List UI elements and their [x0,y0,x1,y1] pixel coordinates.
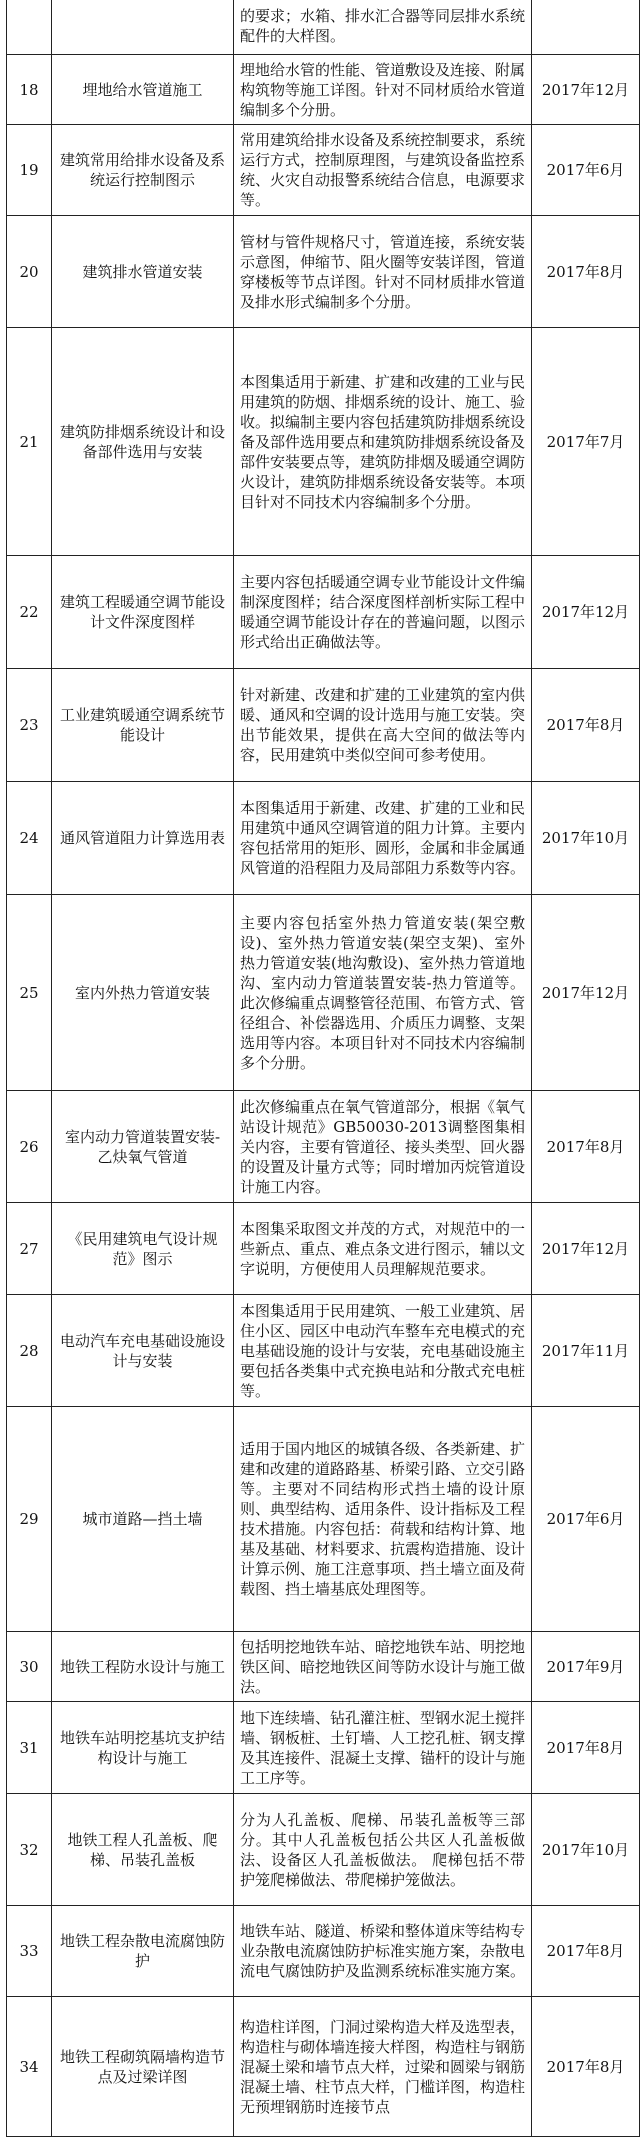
row-title: 通风管道阻力计算选用表 [52,782,234,895]
row-title: 工业建筑暖通空调系统节能设计 [52,669,234,782]
row-number [7,0,52,55]
table-row [7,55,640,125]
table-row [7,782,640,895]
row-date: 2017年8月 [532,1906,640,1997]
row-number: 30 [7,1632,52,1702]
row-number: 24 [7,782,52,895]
row-date: 2017年6月 [532,125,640,216]
table-row [7,1794,640,1906]
row-description: 本图集适用于民用建筑、一般工业建筑、居住小区、园区中电动汽车整车充电模式的充电基础设施的设计与安装，充电基础设施主要包括各类集中式充换电站和分散式充电桩等。 [234,1295,532,1407]
row-title: 室内外热力管道安装 [52,895,234,1091]
row-title: 建筑防排烟系统设计和设备部件选用与安装 [52,328,234,556]
table-row [7,1407,640,1632]
row-number: 23 [7,669,52,782]
row-description: 主要内容包括暖通空调专业节能设计文件编制深度图样；结合深度图样剖析实际工程中暖通空调节能设计存在的普遍问题，以图示形式给出正确做法等。 [234,556,532,669]
row-title: 建筑工程暖通空调节能设计文件深度图样 [52,556,234,669]
standards-table [6,0,640,2137]
table-row [7,1632,640,1702]
row-title: 地铁工程防水设计与施工 [52,1632,234,1702]
row-date: 2017年8月 [532,669,640,782]
row-description: 埋地给水管的性能、管道敷设及连接、附属构筑物等施工详图。针对不同材质给水管道编制多个分册。 [234,55,532,125]
row-description: 此次修编重点在氧气管道部分，根据《氧气站设计规范》GB50030-2013调整图集相关内容，主要有管道径、接头类型、回火器的设置及计量方式等；同时增加丙烷管道设计施工内容。 [234,1091,532,1203]
row-date: 2017年12月 [532,556,640,669]
table-row [7,1906,640,1997]
row-date: 2017年12月 [532,1203,640,1295]
table-row [7,895,640,1091]
row-description: 包括明挖地铁车站、暗挖地铁车站、明挖地铁区间、暗挖地铁区间等防水设计与施工做法。 [234,1632,532,1702]
table-row [7,328,640,556]
row-date: 2017年10月 [532,1794,640,1906]
row-description: 地下连续墙、钻孔灌注桩、型钢水泥土搅拌墙、钢板桩、土钉墙、人工挖孔桩、钢支撑及其连接件、混凝土支撑、锚杆的设计与施工工序等。 [234,1702,532,1794]
row-number: 28 [7,1295,52,1407]
row-title: 埋地给水管道施工 [52,55,234,125]
table-row [7,1997,640,2137]
row-number: 34 [7,1997,52,2137]
row-number: 31 [7,1702,52,1794]
row-description: 的要求；水箱、排水汇合器等同层排水系统配件的大样图。 [234,0,532,55]
row-number: 32 [7,1794,52,1906]
table-row [7,556,640,669]
row-date: 2017年7月 [532,328,640,556]
row-number: 19 [7,125,52,216]
row-description: 地铁车站、隧道、桥梁和整体道床等结构专业杂散电流腐蚀防护标准实施方案，杂散电流电气腐蚀防护及监测系统标准实施方案。 [234,1906,532,1997]
row-number: 21 [7,328,52,556]
row-description: 适用于国内地区的城镇各级、各类新建、扩建和改建的道路路基、桥梁引路、立交引路等。主要对不同结构形式挡土墙的设计原则、典型结构、适用条件、设计指标及工程技术措施。内容包括：荷载和结构计算、地基及基础、材料要求、抗震构造措施、设计计算示例、施工注意事项、挡土墙立面及荷载图、挡土墙基底处理图等。 [234,1407,532,1632]
row-description: 本图集适用于新建、改建、扩建的工业和民用建筑中通风空调管道的阻力计算。主要内容包括常用的矩形、圆形，金属和非金属通风管道的沿程阻力及局部阻力系数等内容。 [234,782,532,895]
row-date: 2017年8月 [532,1997,640,2137]
row-description: 主要内容包括室外热力管道安装(架空敷设)、室外热力管道安装(架空支架)、室外热力管道安装(地沟敷设)、室外热力管道地沟、室内动力管道装置安装-热力管道等。此次修编重点调整管径范围、布管方式、管径组合、补偿器选用、介质压力调整、支架选用等内容。本项目针对不同技术内容编制多个分册。 [234,895,532,1091]
row-title: 地铁车站明挖基坑支护结构设计与施工 [52,1702,234,1794]
row-date: 2017年6月 [532,1407,640,1632]
row-description: 针对新建、改建和扩建的工业建筑的室内供暖、通风和空调的设计选用与施工安装。突出节能效果，提供在高大空间的做法等内容，民用建筑中类似空间可参考使用。 [234,669,532,782]
row-number: 25 [7,895,52,1091]
row-number: 33 [7,1906,52,1997]
row-number: 20 [7,216,52,328]
row-date: 2017年11月 [532,1295,640,1407]
row-title: 室内动力管道装置安装-乙炔氧气管道 [52,1091,234,1203]
row-description: 常用建筑给排水设备及系统控制要求，系统运行方式，控制原理图，与建筑设备监控系统、火灾自动报警系统结合信息，电源要求等。 [234,125,532,216]
row-description: 本图集采取图文并茂的方式，对规范中的一些新点、重点、难点条文进行图示，辅以文字说明，方便使用人员理解规范要求。 [234,1203,532,1295]
row-number: 27 [7,1203,52,1295]
row-date: 2017年10月 [532,782,640,895]
row-title: 城市道路—挡土墙 [52,1407,234,1632]
row-number: 18 [7,55,52,125]
row-date: 2017年8月 [532,1702,640,1794]
row-description: 管材与管件规格尺寸，管道连接，系统安装示意图，伸缩节、阻火圈等安装详图，管道穿楼板等节点详图。针对不同材质排水管道及排水形式编制多个分册。 [234,216,532,328]
row-date: 2017年8月 [532,216,640,328]
row-title: 地铁工程人孔盖板、爬梯、吊装孔盖板 [52,1794,234,1906]
row-title: 建筑排水管道安装 [52,216,234,328]
table-row [7,1702,640,1794]
row-title: 《民用建筑电气设计规范》图示 [52,1203,234,1295]
row-number: 29 [7,1407,52,1632]
table-row [7,1091,640,1203]
table-row [7,1203,640,1295]
row-date: 2017年9月 [532,1632,640,1702]
row-title: 地铁工程杂散电流腐蚀防护 [52,1906,234,1997]
row-description: 分为人孔盖板、爬梯、吊装孔盖板等三部分。其中人孔盖板包括公共区人孔盖板做法、设备区人孔盖板做法。 爬梯包括不带护笼爬梯做法、带爬梯护笼做法。 [234,1794,532,1906]
row-number: 22 [7,556,52,669]
row-title: 地铁工程砌筑隔墙构造节点及过梁详图 [52,1997,234,2137]
table-row [7,125,640,216]
row-description: 本图集适用于新建、扩建和改建的工业与民用建筑的防烟、排烟系统的设计、施工、验收。拟编制主要内容包括建筑防排烟系统设备及部件选用要点和建筑防排烟系统设备及部件安装要点等，建筑防排烟及暖通空调防火设计，建筑防排烟系统设备安装等。本项目针对不同技术内容编制多个分册。 [234,328,532,556]
table-row [7,1295,640,1407]
row-title: 电动汽车充电基础设施设计与安装 [52,1295,234,1407]
table-row [7,216,640,328]
table-row [7,0,640,55]
row-date [532,0,640,55]
table-row [7,669,640,782]
row-title: 建筑常用给排水设备及系统运行控制图示 [52,125,234,216]
row-title [52,0,234,55]
row-date: 2017年12月 [532,55,640,125]
row-number: 26 [7,1091,52,1203]
row-date: 2017年12月 [532,895,640,1091]
row-date: 2017年8月 [532,1091,640,1203]
row-description: 构造柱详图，门洞过梁构造大样及选型表，构造柱与砌体墙连接大样图，构造柱与钢筋混凝土梁和墙节点大样，过梁和圆梁与钢筋混凝土墙、柱节点大样，门槛详图，构造柱无预埋钢筋时连接节点 [234,1997,532,2137]
